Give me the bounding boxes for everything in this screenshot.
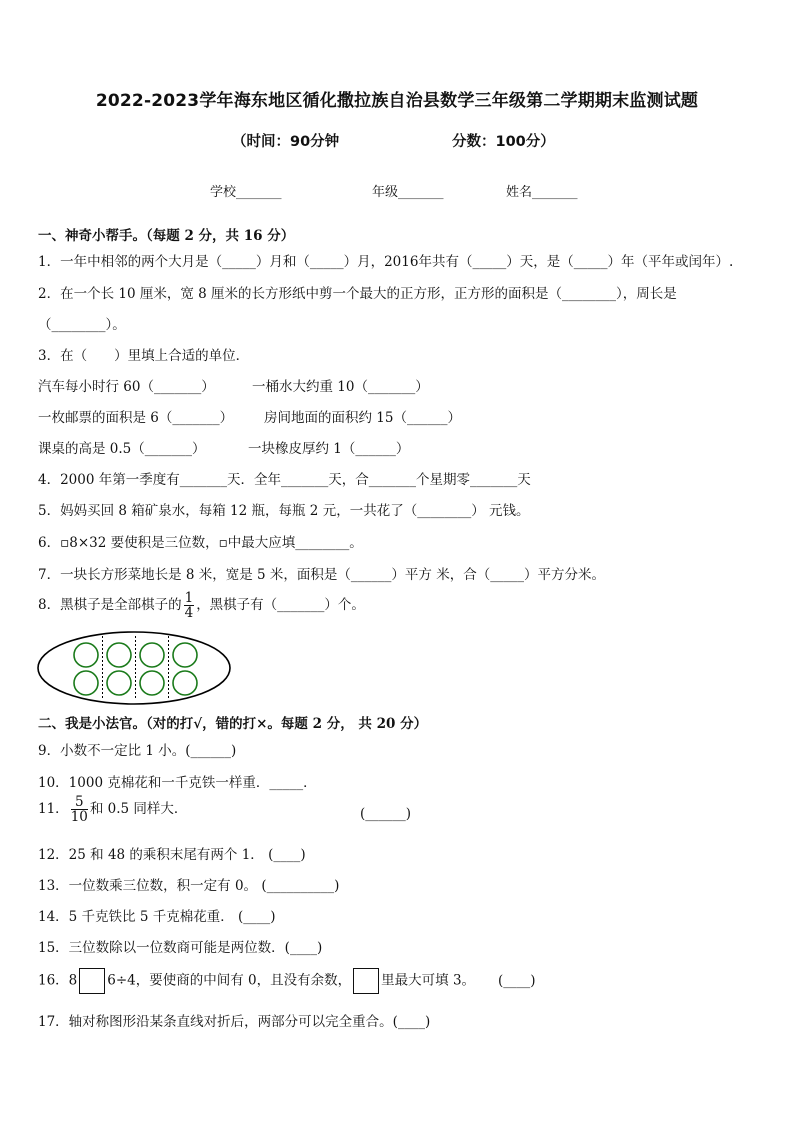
question-7: 7．一块长方形菜地长是 8 米，宽是 5 米，面积是（______）平方 米，合（_____）平方分米。 — [38, 567, 605, 583]
exam-score: 分数：100分） — [452, 134, 555, 150]
chess-piece — [107, 671, 131, 695]
question-16-blank: (____) — [498, 973, 536, 989]
question-3c-left: 课桌的高是 0.5（_______） — [38, 441, 206, 457]
question-3: 3．在（ ）里填上合适的单位． — [38, 348, 250, 364]
question-16 — [38, 968, 475, 994]
question-2-line2: （________）。 — [38, 317, 126, 333]
question-6: 6．▫8×32 要使积是三位数，▫中最大应填________。 — [38, 535, 363, 551]
question-11 — [38, 795, 187, 824]
fraction-five-tenths — [71, 795, 88, 824]
chess-piece — [140, 643, 164, 667]
fraction-denominator: 4 — [184, 605, 194, 622]
question-8-suffix: ，黑棋子有（_______）个。 — [196, 597, 365, 614]
grade-field: 年级_______ — [372, 185, 444, 200]
chess-piece — [173, 643, 197, 667]
question-3c-right: 一块橡皮厚约 1（______） — [248, 441, 410, 457]
question-8 — [38, 591, 365, 620]
chess-piece — [107, 643, 131, 667]
question-16-end: 里最大可填 3。 — [381, 972, 476, 989]
question-1: 1．一年中相邻的两个大月是（_____）月和（_____）月，2016年共有（_____）天，是（_____）年（平年或闰年）. — [38, 254, 734, 270]
section1-heading: 一、神奇小帮手。（每题 2 分，共 16 分） — [38, 228, 295, 244]
fraction-denominator: 10 — [70, 809, 88, 826]
question-12: 12．25 和 48 的乘积末尾有两个 1． (____) — [38, 847, 306, 863]
question-11-prefix: 11． — [38, 801, 69, 818]
chess-piece — [140, 671, 164, 695]
question-8-prefix: 8．黑棋子是全部棋子的 — [38, 597, 182, 614]
chess-piece — [74, 643, 98, 667]
question-4: 4．2000 年第一季度有_______天．全年_______天，合_______个星期零_______天 — [38, 472, 531, 488]
fraction-numerator: 5 — [71, 795, 88, 810]
tray-ellipse — [38, 632, 230, 704]
exam-title: 2022-2023学年海东地区循化撒拉族自治县数学三年级第二学期期末监测试题 — [95, 91, 699, 111]
chess-pieces-diagram — [36, 630, 236, 710]
fraction-one-quarter — [184, 591, 195, 620]
question-17: 17．轴对称图形沿某条直线对折后，两部分可以完全重合。(____) — [38, 1014, 431, 1030]
question-3a-left: 汽车每小时行 60（_______） — [38, 379, 215, 395]
blank-box — [79, 968, 105, 994]
question-16-start: 16．8 — [38, 972, 78, 989]
fraction-numerator: 1 — [184, 590, 194, 606]
school-field: 学校_______ — [210, 185, 282, 200]
question-10: 10．1000 克棉花和一千克铁一样重．_____． — [38, 775, 317, 791]
question-3b-right: 房间地面的面积约 15（______） — [264, 410, 461, 426]
question-16-middle: 6÷4，要使商的中间有 0，且没有余数， — [107, 972, 352, 989]
chess-piece — [173, 671, 197, 695]
question-11-text: 和 0.5 同样大． — [89, 801, 188, 818]
question-2-line1: 2．在一个长 10 厘米，宽 8 厘米的长方形纸中剪一个最大的正方形，正方形的面积是（________），周长是 — [38, 286, 677, 302]
question-3b-left: 一枚邮票的面积是 6（_______） — [38, 410, 234, 426]
question-9: 9．小数不一定比 1 小。(______) — [38, 743, 237, 759]
question-14: 14．5 千克铁比 5 千克棉花重． (____) — [38, 909, 276, 925]
exam-time: （时间：90分钟 — [232, 134, 340, 150]
chess-piece — [74, 671, 98, 695]
section2-heading: 二、我是小法官。（对的打√，错的打×。每题 2 分， 共 20 分） — [38, 716, 428, 732]
question-11-blank: (______) — [360, 806, 412, 822]
blank-box — [353, 968, 379, 994]
question-13: 13．一位数乘三位数，积一定有 0。 (__________) — [38, 878, 340, 894]
name-field: 姓名_______ — [506, 185, 578, 200]
question-3a-right: 一桶水大约重 10（_______） — [252, 379, 429, 395]
question-5: 5．妈妈买回 8 箱矿泉水，每箱 12 瓶，每瓶 2 元，一共花了（________） 元钱。 — [38, 503, 530, 519]
question-15: 15．三位数除以一位数商可能是两位数．(____) — [38, 940, 323, 956]
